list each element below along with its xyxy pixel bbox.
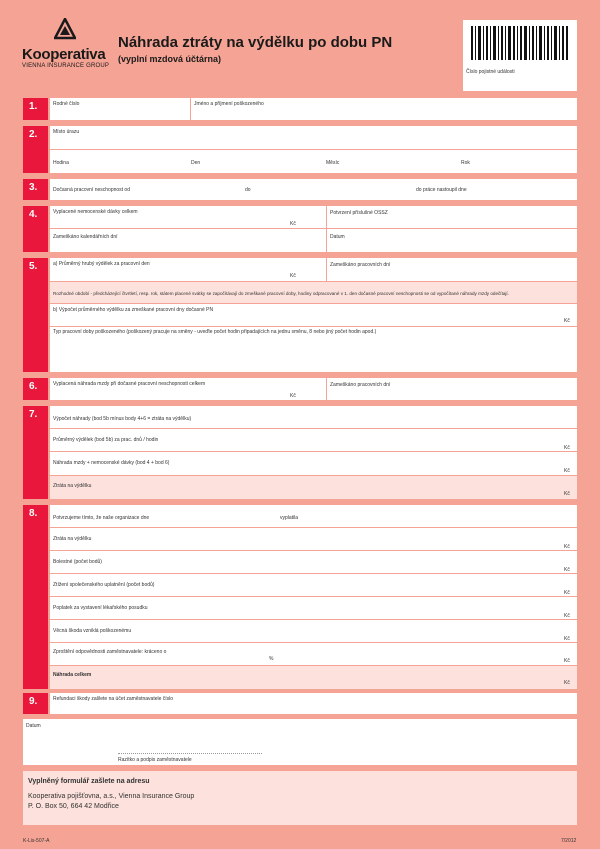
label: Ztížení společenského uplatnění (počet bodů): [53, 582, 155, 588]
signature-line: [118, 753, 262, 754]
label: Vyplacené nemocenské dávky celkem: [53, 209, 138, 215]
claim-number-label: Číslo pojistné události: [466, 69, 515, 75]
section-number: 5.: [23, 258, 48, 372]
total-field[interactable]: [50, 666, 577, 689]
label: Datum: [330, 234, 345, 240]
section-5: [23, 258, 577, 372]
label: Výpočet náhrady (bod 5b mínus body 4+6 = ztráta na výdělku): [53, 416, 192, 422]
logo: [22, 18, 109, 69]
currency: Kč: [564, 567, 570, 573]
currency: Kč: [564, 636, 570, 642]
barcode: [463, 20, 577, 66]
brand-name: Kooperativa: [22, 46, 106, 63]
section-6: [23, 378, 577, 400]
section-2: [23, 126, 577, 173]
label: Potvrzení příslušné OSSZ: [330, 210, 388, 216]
label: Potvrzujeme tímto, že naše organizace dne: [53, 515, 150, 521]
label: Typ pracovní doby poškozeného (poškozený pracuje na směny - uveďte počet hodin připadajících na jednu směnu, 8 nebo jiný počet hodin apod.): [53, 329, 377, 335]
label: Dočasná pracovní neschopnost od: [53, 187, 130, 193]
currency: Kč: [564, 445, 570, 451]
label: Zameškáno pracovních dní: [330, 382, 391, 388]
label: Věcná škoda vzniklá poškozenému: [53, 628, 132, 634]
address-line: Kooperativa pojišťovna, a.s., Vienna Insurance Group: [28, 793, 195, 800]
injury-time-field[interactable]: [50, 150, 577, 173]
currency: Kč: [564, 468, 570, 474]
label: Zameškáno kalendářních dní: [53, 234, 118, 240]
section-number: 9.: [23, 693, 48, 714]
label: Rok: [461, 160, 470, 166]
currency: Kč: [564, 658, 570, 664]
currency: Kč: [564, 613, 570, 619]
label: Den: [191, 160, 201, 166]
address-heading: Vyplněný formulář zašlete na adresu: [28, 778, 150, 785]
section-number: 7.: [23, 406, 48, 499]
pain-points-field[interactable]: [50, 551, 577, 573]
section-number: 1.: [23, 98, 48, 120]
earnings-loss-field[interactable]: [50, 476, 577, 499]
missed-days-field[interactable]: [50, 229, 326, 252]
label: do: [245, 187, 251, 193]
label: Průměrný výdělek (bod 5b) za prac. dnů / hodin: [53, 437, 159, 443]
section-number: 2.: [23, 126, 48, 173]
section-number: 8.: [23, 505, 48, 689]
label: Hodina: [53, 160, 69, 166]
currency: Kč: [564, 590, 570, 596]
currency: Kč: [564, 680, 570, 686]
currency: Kč: [290, 393, 296, 399]
label: Bolestné (počet bodů): [53, 559, 102, 565]
section-8: [23, 505, 577, 689]
percent-sign: %: [269, 656, 274, 662]
label: do práce nastoupil dne: [416, 187, 467, 193]
address-box: [23, 771, 577, 825]
label: Náhrada celkem: [53, 672, 92, 678]
currency: Kč: [290, 273, 296, 279]
loss-field[interactable]: [50, 528, 577, 550]
section-1: [23, 98, 577, 120]
brand-subtitle: VIENNA INSURANCE GROUP: [22, 63, 110, 69]
label: vyplatila: [280, 515, 299, 521]
label: a) Průměrný hrubý výdělek za pracovní den: [53, 261, 150, 267]
form-date: 7/2012: [561, 838, 577, 844]
injury-place-field[interactable]: [50, 126, 577, 149]
section-4: [23, 206, 577, 252]
date-label: Datum: [26, 723, 41, 729]
section-3: [23, 179, 577, 200]
form-title: Náhrada ztráty na výdělku po dobu PN: [118, 34, 393, 51]
currency: Kč: [290, 221, 296, 227]
label: Vyplacená náhrada mzdy při dočasné pracovní neschopnosti celkem: [53, 381, 206, 387]
label: Místo úrazu: [53, 129, 80, 135]
currency: Kč: [564, 544, 570, 550]
stamp-label: Razítko a podpis zaměstnavatele: [118, 757, 192, 763]
signature-area[interactable]: [23, 719, 577, 765]
kooperativa-logo-icon: [54, 18, 76, 40]
currency: Kč: [564, 491, 570, 497]
label: b) Výpočet průměrného výdělku za zmeškané pracovní dny dočasné PN: [53, 307, 214, 313]
date-field[interactable]: [327, 229, 577, 252]
section-number: 3.: [23, 179, 48, 200]
form-subtitle: (vyplní mzdová účtárna): [118, 54, 222, 64]
label: Náhrada mzdy + nemocenské dávky (bod 4 + bod 6): [53, 460, 170, 466]
label: Ztráta na výdělku: [53, 536, 92, 542]
section-7: [23, 406, 577, 499]
note-text: Rozhodné období - předcházející čtvrtletí, resp. rok, státem placené svátky se započítávají do zmeškané pracovní doby, hodiny odpracované v 1. den dočasné pracovní neschopnosti se od vypočítané náhrady mzdy odečítají.: [53, 291, 509, 296]
section-number: 6.: [23, 378, 48, 400]
currency: Kč: [564, 318, 570, 324]
barcode-icon: [463, 20, 577, 66]
form-code: K-Lis-507-A: [23, 838, 50, 844]
label: Zameškáno pracovních dní: [330, 262, 391, 268]
label: Refundaci škody zašlete na účet zaměstnavatele číslo: [53, 696, 174, 702]
label: Jméno a příjmení poškozeného: [194, 101, 264, 107]
label: Ztráta na výdělku: [53, 483, 92, 489]
label: Měsíc: [326, 160, 340, 166]
label: Zproštění odpovědnosti zaměstnavatele: kráceno o: [53, 649, 167, 655]
section-number: 4.: [23, 206, 48, 252]
address-line: P. O. Box 50, 664 42 Modřice: [28, 803, 119, 810]
label: Poplatek za vystavení lékařského posudku: [53, 605, 148, 611]
section-9: [23, 693, 577, 714]
label: Rodné číslo: [53, 101, 80, 107]
